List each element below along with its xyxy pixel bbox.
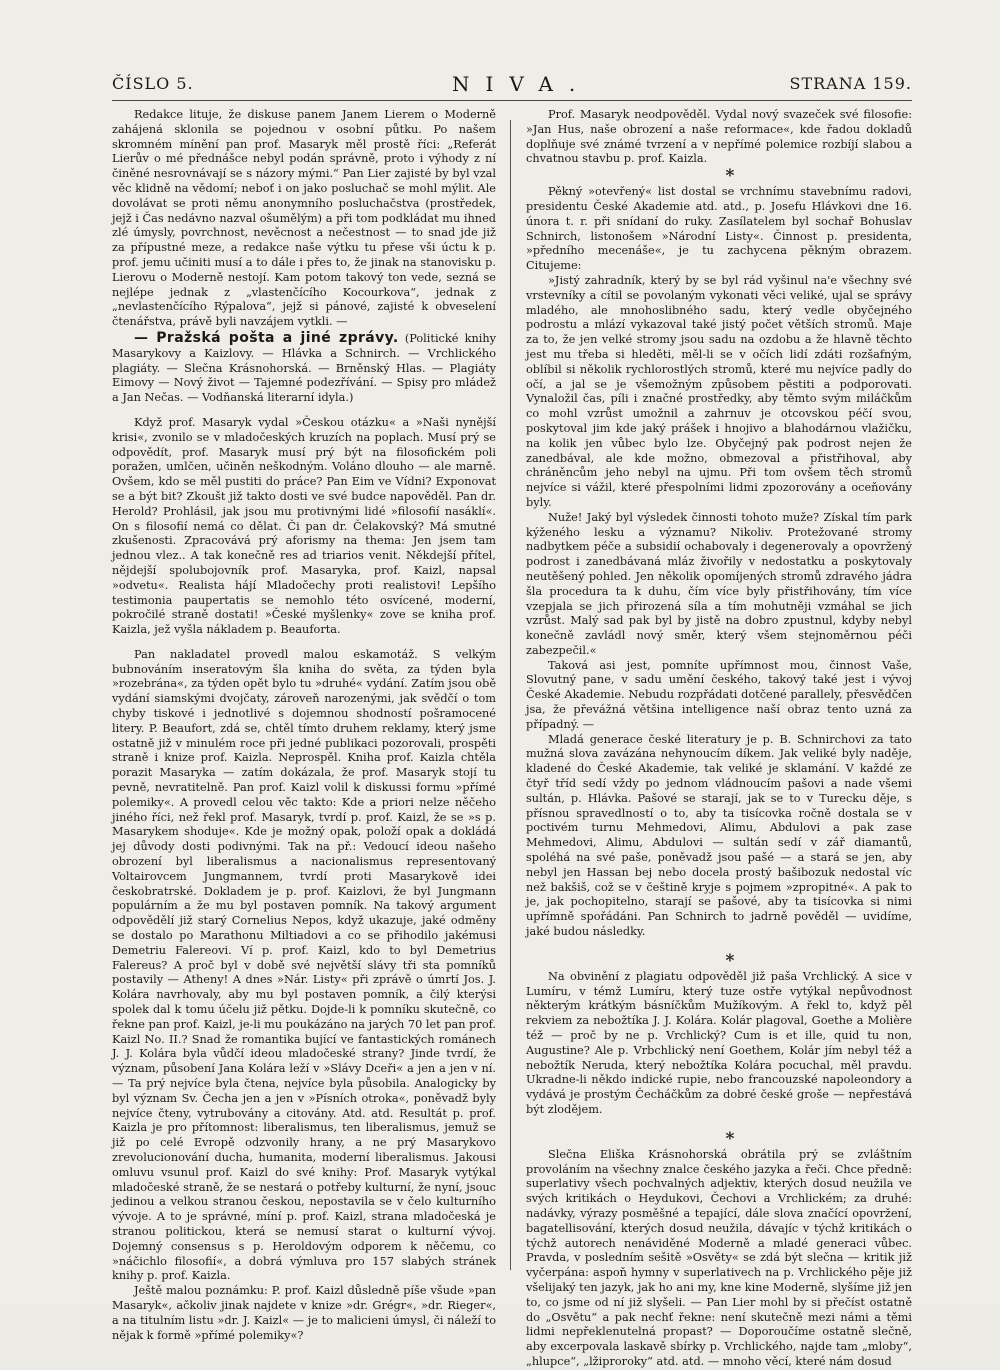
section-title: — Pražská pošta a jiné zprávy. <box>134 329 399 346</box>
quoted-paragraph: »Jistý zahradník, který by se byl rád vyšinul na'e všechny své vrstevníky a cítil se povolaným vykonati věci veliké, ujal se správy mladého, ale mnohoslibného sadu, který vedle obyčejného podrostu a mlází vykazoval také jistý počet větších stromů. Maje za to, že jen velké stromy jsou sadu na ozdobu a že hlavně těchto jest mu třeba si hleděti, měl-li se v očích lidí zdáti rozšafným, oblíbil si několik rychlorostlých stromů, které mu nejvíce padly do očí, a jal se je všemožným způsobem pěstiti a podporovati. Vynaložil čas, píli i značné prostředky, aby těmto svým miláčkům co mohl vzrůst umožnil a zahrnuv je otcovskou péčí svou, poskytoval jim kde jaký prášek i hnojivo a blahodárnou vlažičku, na kolik jen vůbec bylo lze. Obyčejný pak podrost nejen že zanedbával, ale kde možno, obmezoval a přistřihoval, aby chráněncům jeho nebyl na ujmu. Při tom ovšem těch stromů nejvíce si vážil, které přespolními lidmi zpozorovány a oceňovány byly. <box>526 273 912 509</box>
masthead-title: NIVA. <box>452 72 592 96</box>
quoted-paragraph: Nuže! Jaký byl výsledek činnosti tohoto muže? Získal tím park kýženého lesku a významu? Nikoliv. Protežované stromy nadbytkem péče a subsidií ochabovaly i degenerovaly a opovržený podrost i zanedbávaná mláz živořily v nedostatku a poskytovaly neutěšený pohled. Jen několik opomíjených stromů zdravého jádra šla procedura ta k duhu, čím více byly přistřihovány, tím více vzepjala se jich přirozená síla a tím mohutněji vzmáhal se jich vzrůst. Malý sad pak byl by jistě na dobro zpustnul, kdyby nebyl konečně zavládl nový směr, který všem stejnoměrnou péči zabezpečil.« <box>526 510 912 657</box>
column-divider <box>510 120 511 1270</box>
article-paragraph: Taková asi jest, pomníte upřímnost mou, činnost Vaše, Slovutný pane, v sadu umění českého, takový také jest i vývoj České Akademie. Nebudu rozpřádati dotčené parallely, přesvědčen jsa, že převážná většina intelligence naší obraz tento uzná za případný. — <box>526 658 912 731</box>
section-heading-block <box>112 331 496 406</box>
page-header <box>112 74 912 100</box>
header-rule <box>112 100 912 101</box>
article-paragraph: Když prof. Masaryk vydal »Českou otázku« a »Naši nynější krisi«, zvonilo se v mladočeských kruzích na poplach. Musí prý se odpovědít, prof. Masaryk musí prý být na filosofickém poli poražen, umlčen, učiněn neškodným. Voláno dlouho — ale marně. Ovšem, kdo se měl pustiti do práce? Pan Eim ve Vídni? Exponovat se a být bit? Zkoušt již takto dosti ve své budce napověděl. Pan dr. Herold? Prohlásil, jak jsou mu protivnými lidé »filosofií nasáklí«. On s filosofií nemá co dělat. Či pan dr. Čelakovský? Má smutné zkušenosti. Zpracovává prý aforismy na thema: Jen jsem tam jednou vlez.. A tak konečně res ad triarios venit. Někdejší přítel, nějdejší spolubojovník prof. Masaryka, prof. Kaizl, napsal »odvetu«. Realista hájí Mladočechy proti realistovi! Lepšího testimonia paupertatis se nemohlo této osvícené, moderní, pokročilé straně dostati! »České myšlenky« zove se kniha prof. Kaizla, jež vyšla nákladem p. Beauforta. <box>112 415 496 637</box>
issue-number: ČÍSLO 5. <box>112 74 194 93</box>
article-paragraph: Pěkný »otevřený« list dostal se vrchnímu stavebnímu radovi, presidentu České Akademie atd. atd., p. Josefu Hlávkovi dne 16. února t. r. při snídaní do ruky. Zasílatelem byl sochař Bohuslav Schnirch, listonošem »Národní Listy«. Činnost p. presidenta, »předního mecenáše«, je tu zachycena pěkným obrazem. Citujeme: <box>526 185 912 273</box>
section-separator-star: * <box>725 166 735 187</box>
editorial-note: Redakce lituje, že diskuse panem Janem Lierem o Moderně zahájená sklonila se pojednou v osobní půtku. Po našem skromném mínění pan prof. Masaryk měl prostě říci: „Referát Lierův o mé přednášce nebyl podán správně, proto i výhody z ní činěné nesrovnávají se s názory mými.“ Pan Lier zajisté by byl vzal věc klidně na vědomí; neboť i on jako posluchač se mohl mýlit. Ale dovolávat se proti němu anonymního posluchačstva (prostředek, jejž i Čas nedávno nazval ošumělým) a při tom podkládat mu ihned zlé úmysly, povrchnost, nevěcnost a nečestnost — to snad jde již za přípustné meze, a redakce naše výtku tu přese vši úctu k p. prof. jemu učiniti musí a to dále i přes to, že jinak na stanovisku p. Lierovu o Moderně nestojí. Kam potom takový ton vede, sezná se nejlépe jednak z „vlastenčícího Kocourkova“, jednak z „nevlastenčícího Rýpalova“, jejž si pánové, zajisté k obveselení čtenářstva, právě byli navzájem vytkli. — <box>112 108 496 329</box>
article-paragraph: Pan nakladatel provedl malou eskamotáž. S velkým bubnováním inseratovým šla kniha do světa, za týden byla »rozebrána«, za týden opět bylo tu »druhé« vydání. Zatím jsou obě vydání siamskými dvojčaty, zároveň narozenými, jak svědčí o tom chyby tiskové i jednotlivé s dojemnou shodností pošramocené litery. P. Beaufort, zdá se, chtěl tímto druhem reklamy, který jsme ostatně již v minulém roce při jedné publikaci pozorovali, prospěti straně i knize prof. Kaizla. Neprospěl. Kniha prof. Kaizla chtěla porazit Masaryka — zatím dokázala, že prof. Masaryk stojí tu pevně, nevratitelně. Pan prof. Kaizl volil k diskussi formu »přímé polemiky«. A provedl celou věc takto: Kde a priori nelze něčeho jiného říci, než řekl prof. Masaryk, tvrdí p. prof. Kaizl, že se »s p. Masarykem shoduje«. Kde je možný opak, položí opak a dokládá jej důvody dosti podivnými. Tak na př.: Vedoucí ideou našeho obrození byl liberalismus a nacionalismus representovaný Voltairovcem Jungmannem, tvrdí proti Masarykově idei českobratrské. Dokladem je p. prof. Kaizlovi, že byl Jungmann populárním a že mu byl postaven pomník. Na takový argument odpovědělí již starý Cornelius Nepos, když ukazuje, jaké odměny se dostalo po Marathonu Miltiadovi a co se přihodilo jakémusi Demetriu Falereovi. Ví p. prof. Kaizl, kdo to byl Demetrius Falereus? A proč byl v době své největší slávy tři sta pomníků postavily — Atheny! A dnes »Nár. Listy« při zprávě o úmrtí Jos. J. Kolára navrhovaly, aby mu byl postaven pomník, a čilý kterýsi spolek dal k tomu účelu již pětku. Dojde-li k pomníku skutečně, co řekne pan prof. Kaizl, je-li mu poukázáno na jarých 70 let pan prof. Kaizl No. II.? Snad že romantika bující ve fantastických románech J. J. Kolára byla vůdčí ideou mladočeské strany? Jinde tvrdí, že význam, působení Jana Kolára leží v »Slávy Dceři« a jen a jen v ní. — Ta prý nejvíce byla čtena, nejvíce byla působila. Analogicky by byl význam Sv. Čecha jen a jen v »Písních otroka«, poněvadž byly nejvíce čteny, vytrubovány a citovány. Atd. atd. Resultát p. prof. Kaizla je pro přítomnost: liberalismus, ten liberalismus, jemuž se již po celé Evropě odzvonily hrany, a ne prý Masarykovo zrevolucionování ducha, humanita, moderní liberalismus. Jakousi omluvu vsunul prof. Kaizl do své knihy: Prof. Masaryk vytýkal mladočeské straně, že se nestará o potřeby kulturní, že nyní, jsouc jedinou a velkou stranou českou, nepostavila se v čelo kulturního vývoje. A to je správné, míní p. prof. Kaizl, strana mladočeská je stranou politickou, která se nemusí starat o kulturní vývoj. Dojemný consensus s p. Heroldovým odporem k něčemu, co »náčichlo filosofií«, a dobrá výmluva pro 157 slabých stránek knihy p. prof. Kaizla. <box>112 647 496 1283</box>
section-separator-star: * <box>725 1128 735 1149</box>
page-number: STRANA 159. <box>789 74 912 93</box>
article-paragraph: Ještě malou poznámku: P. prof. Kaizl důsledně píše všude »pan Masaryk«, ačkoliv jinak najdete v knize »dr. Grégr«, »dr. Rieger«, a na titulním listu »dr. J. Kaizl« — je to malicieni úmysl, či náleží to nějak k formě »přímé polemiky«? <box>112 1284 496 1342</box>
right-column <box>526 108 912 1370</box>
section-summary: (Politické knihy Masarykovy a Kaizlovy. — Hlávka a Schnirch. — Vrchlického plagiáty. — Slečna Krásnohorská. — Brněnský Hlas. — Plagiáty Eimovy — Nový život — Tajemné podezřívání. — Spisy pro mládež a Jan Nečas. — Vodňanská literarní idyla.) <box>112 331 496 405</box>
article-paragraph: Prof. Masaryk neodpověděl. Vydal nový svazeček své filosofie: »Jan Hus, naše obrození a naše reformace«, kde řadou dokladů doplňuje své známé tvrzení a v nepřímé polemice rozbíjí slabou a chvatnou stavbu p. prof. Kaizla. <box>526 108 912 166</box>
article-paragraph: Slečna Eliška Krásnohorská obrátila prý se zvláštním provoláním na všechny znalce českého jazyka a řeči. Chce předně: superlativy všech pochvalných adjektiv, kterých dosud neužila ve svých kritikách o Heydukovi, Čechovi a Vrchlickém; za druhé: nadávky, výrazy posměšné a tepající, dále slova značící opovržení, bagatellisování, kterých dosud neužila, dávajíc v týchž kritikách o týchž autorech nenáviděné Moderně a mladé generaci vůbec. Pravda, v posledním sešitě »Osvěty« se zdá být slečna — kritik již vyčerpána: aspoň hymny v superlativech na p. Vrchlického pěje již všelijaký ten jazyk, jak ho ani my, kne kine Moderně, slyšíme již jen to, co jsme od ní již slyšeli. — Pan Lier mohl by si přečíst ostatně do „Osvětu“ a pak nechť řekne: není skutečně mezi námi a těmi lidmi nepřeklenutelná propast? — Doporoučíme ostatně slečně, aby excerpovala laskavě sbírky p. Vrchlického, najde tam „mloby“, „hlupce“, „lžiproroky“ atd. atd. — mnoho věcí, které nám dosud <box>526 1147 912 1368</box>
article-paragraph: Mladá generace české literatury je p. B. Schnirchovi za tato mužná slova zavázána nehynoucím díkem. Jak veliké byly naděje, kladené do České Akademie, tak veliké je sklamání. V každé ze čtyř tříd sedí vždy po jednom vládnoucím pašovi a nade všemi sultán, p. Hlávka. Pašové se starají, jak se to v Turecku děje, s přísnou spravedlností o to, aby ta tisícovka ročně dostala se v poctivém turnu Mehmedovi, Alimu, Abdulovi a pak zase Mehmedovi, Alimu, Abdulovi — sultán sedí v zář diamantů, spoléhá na své paše, poněvadž jsou pašé — a stará se jen, aby nebyl jen Hassan bej nebo docela prostý bašibozuk nedostal víc než bakšiš, což se v češtině kryje s pojmem »zpropitné«. A pak to je, jak pochopitelno, starají se pašové, aby ta tisícovka si nimi upřímně spořádáni. Pan Schnirch to jadrně pověděl — uvidíme, jaké budou následky. <box>526 732 912 939</box>
article-paragraph: Na obvinění z plagiatu odpověděl již paša Vrchlický. A sice v Lumíru, v témž Lumíru, který tuze ostře vytýkal nepůvodnost některým krátkým básníčkům Mužíkovým. A řekl to, když pěl rekviem za nebožtíka J. J. Kolára. Kolár plagoval, Goethe a Molière též — proč by ne p. Vrchlický? Cum is et ille, quid tu non, Augustine? Ale p. Vrbchlický není Goethem, Kolár jím nebyl též a nebožtík Neruda, který nebožtíka Kolára pocuchal, měl pravdu. Ukradne-li někdo indické rupie, nebo francouzské napoleondory a vydává je prostým Čecháčkům za dobré české groše — nepřestává být zlodějem. <box>526 969 912 1116</box>
section-separator-star: * <box>725 950 735 971</box>
left-column <box>112 108 496 1343</box>
